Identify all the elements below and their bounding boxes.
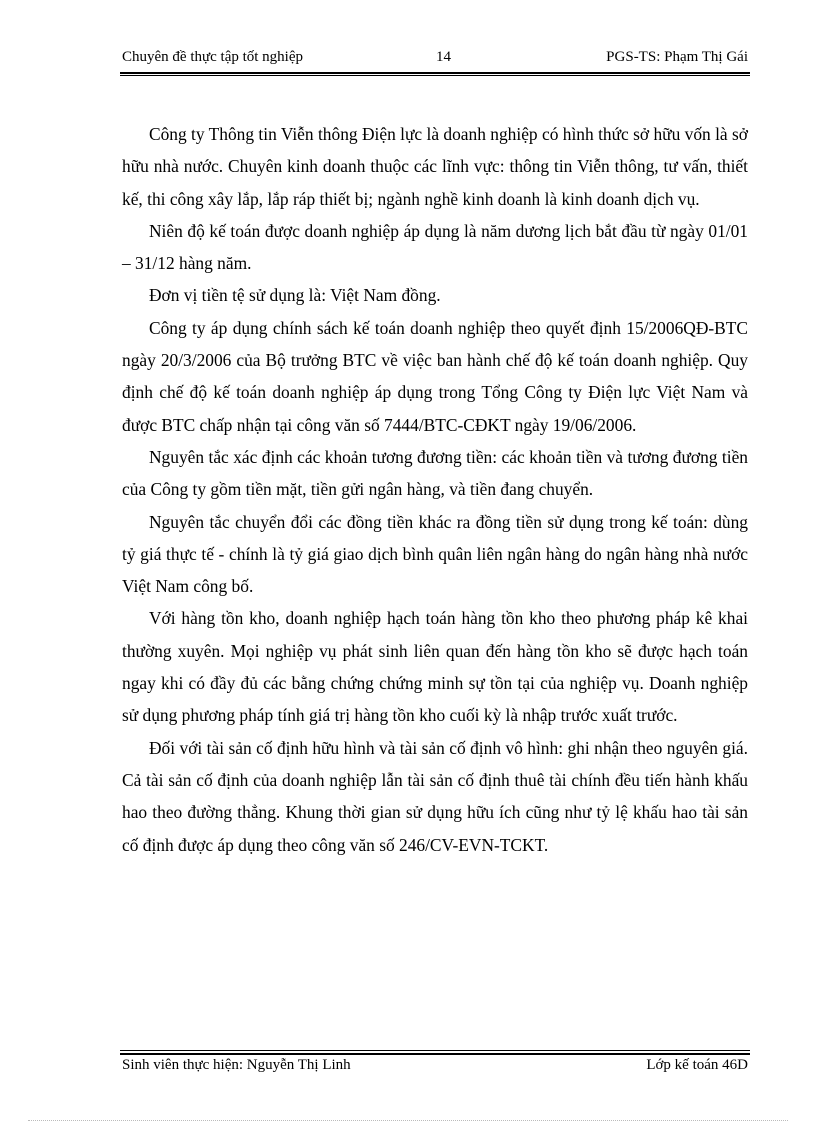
footer-student: Sinh viên thực hiện: Nguyễn Thị Linh [122, 1057, 351, 1073]
header-title: Chuyên đề thực tập tốt nghiệp [122, 49, 304, 65]
paragraph: Đối với tài sản cố định hữu hình và tài sản cố định vô hình: ghi nhận theo nguyên giá. Cả tài sản cố định của doanh nghiệp lẫn tài sản cố định thuê tài chính đều tiến hành khấu hao theo đường thẳng. Khung thời gian sử dụng hữu ích cũng như tỷ lệ khấu hao tài sản cố định được áp dụng theo công văn số 246/CV-EVN-TCKT. [122, 737, 748, 855]
page-bottom-border [28, 1120, 788, 1121]
paragraph: Nguyên tắc chuyển đổi các đồng tiền khác ra đồng tiền sử dụng trong kế toán: dùng tỷ giá thực tế - chính là tỷ giá giao dịch bình quân liên ngân hàng do ngân hàng nhà nước Việt Nam công bố. [122, 511, 748, 597]
page-number: 14 [436, 49, 451, 65]
header-supervisor: PGS-TS: Phạm Thị Gái [606, 49, 748, 65]
page-header [122, 49, 748, 69]
document-body [122, 118, 748, 861]
footer-class: Lớp kế toán 46D [646, 1057, 748, 1073]
header-rule-thin [120, 75, 750, 76]
header-rule-thick [120, 72, 750, 74]
paragraph: Niên độ kế toán được doanh nghiệp áp dụng là năm dương lịch bắt đầu từ ngày 01/01 – 31/12 hàng năm. [122, 220, 748, 274]
footer-rule-thick [120, 1053, 750, 1055]
paragraph: Công ty Thông tin Viễn thông Điện lực là doanh nghiệp có hình thức sở hữu vốn là sở hữu nhà nước. Chuyên kinh doanh thuộc các lĩnh vực: thông tin Viễn thông, tư vấn, thiết kế, thi công xây lắp, lắp ráp thiết bị; ngành nghề kinh doanh là kinh doanh dịch vụ. [122, 124, 748, 209]
paragraph: Nguyên tắc xác định các khoản tương đương tiền: các khoản tiền và tương đương tiền của Công ty gồm tiền mặt, tiền gửi ngân hàng, và tiền đang chuyển. [122, 446, 748, 500]
page-footer [122, 1057, 748, 1077]
footer-rule-thin [120, 1050, 750, 1051]
paragraph: Đơn vị tiền tệ sử dụng là: Việt Nam đồng. [149, 285, 441, 306]
paragraph: Với hàng tồn kho, doanh nghiệp hạch toán hàng tồn kho theo phương pháp kê khai thường xuyên. Mọi nghiệp vụ phát sinh liên quan đến hàng tồn kho sẽ được hạch toán ngay khi có đầy đủ các bằng chứng chứng minh sự tồn tại của nghiệp vụ. Doanh nghiệp sử dụng phương pháp tính giá trị hàng tồn kho cuối kỳ là nhập trước xuất trước. [122, 608, 748, 726]
paragraph: Công ty áp dụng chính sách kế toán doanh nghiệp theo quyết định 15/2006QĐ-BTC ngày 20/3/2006 của Bộ trưởng BTC về việc ban hành chế độ kế toán doanh nghiệp. Quy định chế độ kế toán doanh nghiệp áp dụng trong Tổng Công ty Điện lực Việt Nam và được BTC chấp nhận tại công văn số 7444/BTC-CĐKT ngày 19/06/2006. [122, 317, 748, 435]
